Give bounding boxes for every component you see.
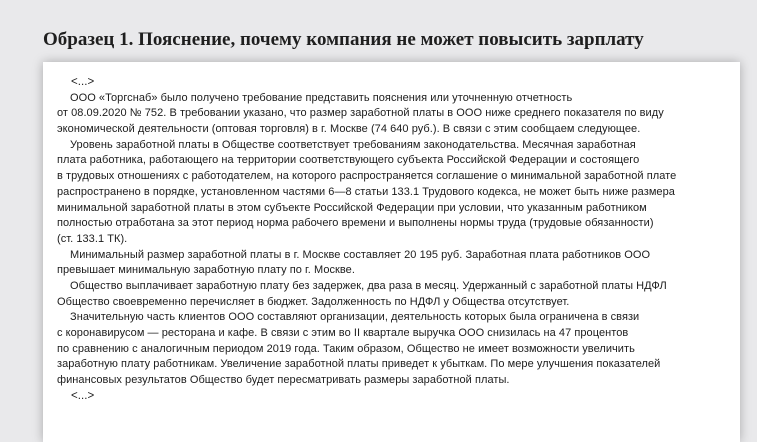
page-title: Образец 1. Пояснение, почему компания не может повысить зарплату — [43, 29, 644, 50]
document-line: в трудовых отношениях с работодателем, на которого распространяется соглашение о минимальной заработной плате — [57, 170, 677, 183]
document-body — [57, 75, 737, 404]
document-line: экономической деятельности (оптовая торговля) в г. Москве (74 640 руб.). В связи с этим сообщаем следующее. — [57, 123, 641, 136]
document-line: Значительную часть клиентов ООО составляют организации, деятельность которых была ограничена в связи — [70, 311, 640, 324]
document-line: минимальной заработной платы в этом субъекте Российской Федерации при условии, что указанным работником — [57, 201, 647, 214]
omission-marker: <...> — [71, 76, 95, 88]
document-line: (ст. 133.1 ТК). — [57, 232, 128, 245]
document-line: превышает минимальную заработную плату по г. Москве. — [57, 264, 355, 277]
document-line: плата работника, работающего на территории соответствующего субъекта Российской Федерации и состоящего — [57, 154, 640, 167]
omission-marker: <...> — [71, 389, 95, 402]
document-line: ООО «Торгснаб» было получено требование представить пояснения или уточненную отчетность — [70, 91, 573, 104]
document-line: от 08.09.2020 № 752. В требовании указано, что размер заработной платы в ООО ниже среднего показателя по виду — [57, 107, 664, 120]
document-line: по сравнению с аналогичным периодом 2019 года. Таким образом, Общество не имеет возможности увеличить — [57, 342, 635, 355]
document-line: финансовых результатов Общество будет пересматривать размеры заработной платы. — [57, 374, 510, 387]
document-line: заработную плату работникам. Увеличение заработной платы приведет к убыткам. По мере улучшения показателей — [57, 358, 661, 371]
document-line: Общество выплачивает заработную плату без задержек, два раза в месяц. Удержанный с заработной платы НДФЛ — [70, 279, 667, 292]
document-line: Уровень заработной платы в Обществе соответствует требованиям законодательства. Месячная заработная — [70, 138, 636, 151]
document-line: с коронавирусом — ресторана и кафе. В связи с этим во II квартале выручка ООО снизилась на 47 процентов — [57, 327, 629, 339]
document-line: Минимальный размер заработной платы в г. Москве составляет 20 195 руб. Заработная плата работников ООО — [70, 248, 651, 261]
document-line: Общество своевременно перечисляет в бюджет. Задолженность по НДФЛ у Общества отсутствует. — [57, 295, 570, 308]
document-line: распространено в порядке, установленном частями 6—8 статьи 133.1 Трудового кодекса, не может быть ниже размера — [57, 185, 675, 198]
document-line: полностью отработана за этот период норма рабочего времени и выполнены нормы труда (трудовые обязанности) — [57, 217, 654, 230]
